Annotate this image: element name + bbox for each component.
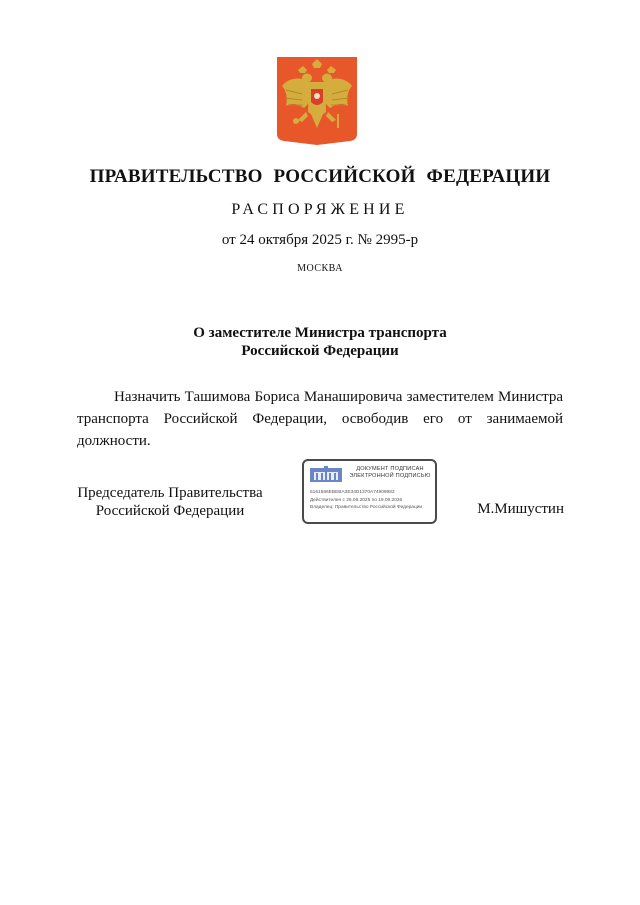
coat-of-arms-icon <box>276 56 358 146</box>
document-type: РАСПОРЯЖЕНИЕ <box>231 201 409 218</box>
stamp-validity: Действителен с 26.06.2025 по 19.09.2026 <box>310 498 403 503</box>
stamp-title-line-2: ЭЛЕКТРОННОЙ ПОДПИСЬЮ <box>349 473 431 479</box>
signer-name: М.Мишустин <box>477 501 564 517</box>
document-body: Назначить Ташимова Бориса Манашировича заместителем Министра транспорта Российской Федерации, освободив его от занимаемой должности. <box>77 389 563 449</box>
electronic-signature-stamp <box>302 459 437 524</box>
government-building-icon <box>310 466 342 482</box>
document-subject <box>0 324 640 360</box>
document-date-number: от 24 октября 2025 г. № 2995-р <box>221 232 419 248</box>
stamp-title-line-1: ДОКУМЕНТ ПОДПИСАН <box>356 466 424 472</box>
document-city: МОСКВА <box>297 263 343 274</box>
stamp-certificate: 5161586EBEBA3E34D1370A74909983 <box>310 490 395 495</box>
stamp-owner: Владелец: Правительство Российской Федерации <box>310 505 423 510</box>
signer-position-line-2: Российской Федерации <box>95 503 245 519</box>
signer-position-line-1: Председатель Правительства <box>77 485 263 501</box>
signer-position <box>70 484 270 520</box>
stamp-title <box>344 466 436 480</box>
subject-line-1: О заместителе Министра транспорта <box>193 325 447 341</box>
government-title: ПРАВИТЕЛЬСТВО РОССИЙСКОЙ ФЕДЕРАЦИИ <box>89 166 551 187</box>
subject-line-2: Российской Федерации <box>241 343 399 359</box>
